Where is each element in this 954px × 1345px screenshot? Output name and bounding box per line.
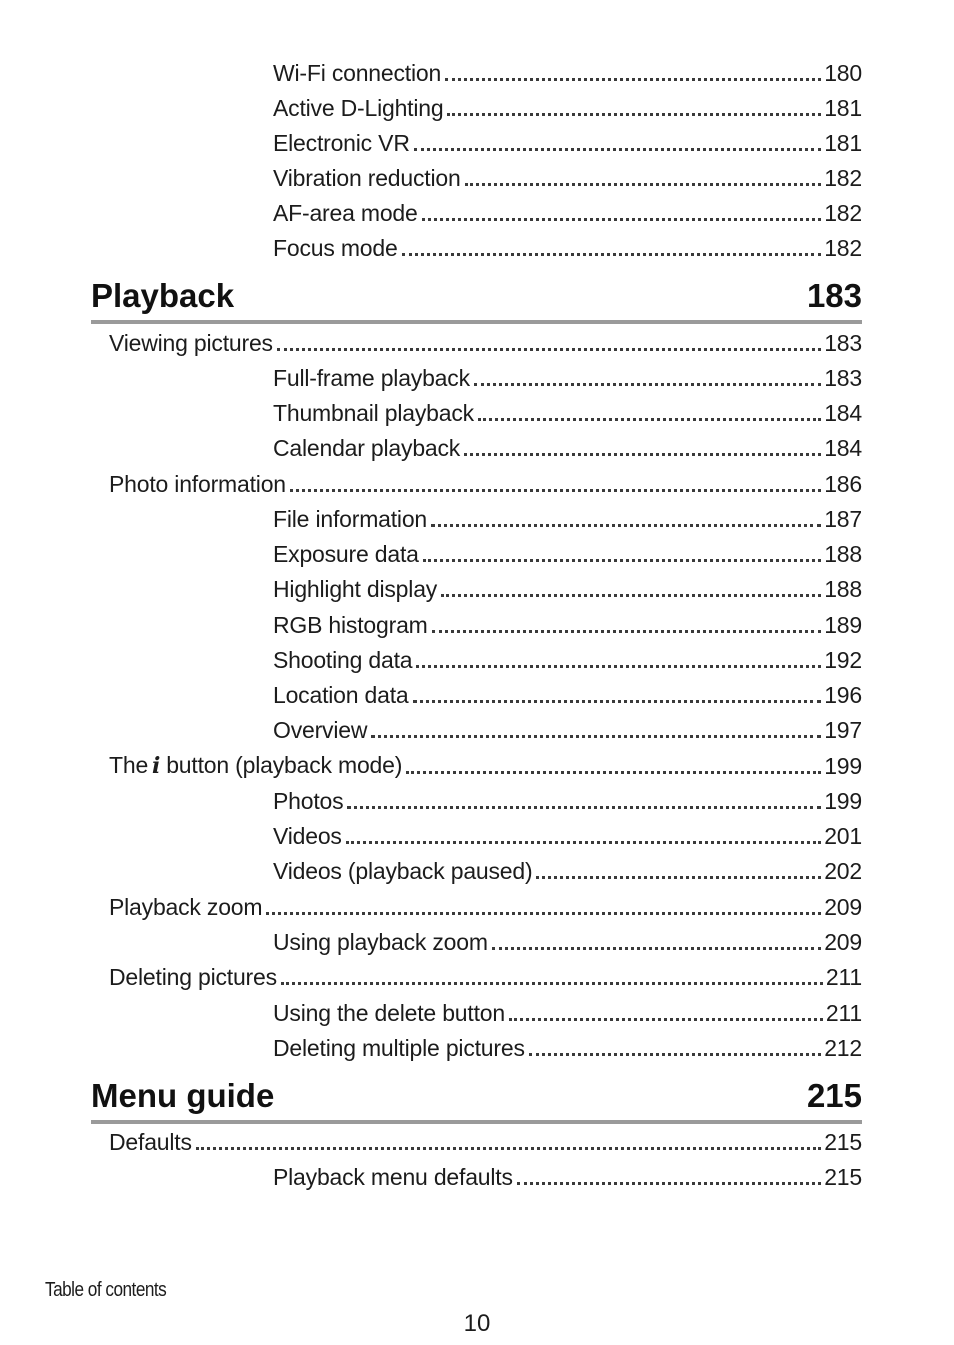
section-title: Playback	[91, 277, 235, 314]
i-button-icon: i	[152, 753, 161, 779]
dot-leader	[423, 559, 821, 562]
section-title: Menu guide	[91, 1077, 275, 1114]
toc-entry[interactable]: Playback menu defaults 215	[273, 1164, 862, 1190]
dot-leader	[371, 735, 821, 738]
toc-entry[interactable]: Wi-Fi connection 180	[273, 60, 862, 86]
toc-entry[interactable]: Defaults 215	[109, 1129, 862, 1155]
toc-entry[interactable]: Focus mode 182	[273, 235, 862, 261]
dot-leader	[266, 912, 821, 915]
toc-entry[interactable]: Thumbnail playback 184	[273, 400, 862, 426]
dot-leader	[474, 383, 821, 386]
toc-entry[interactable]: Location data 196	[273, 682, 862, 708]
toc-entry[interactable]: Videos (playback paused) 202	[273, 858, 862, 884]
dot-leader	[509, 1018, 823, 1021]
footer-section-label: Table of contents	[45, 1279, 167, 1301]
section-page: 215	[806, 1077, 862, 1114]
dot-leader	[431, 524, 821, 527]
section-page: 183	[806, 277, 862, 314]
toc-entry[interactable]: Calendar playback 184	[273, 435, 862, 461]
toc-entry[interactable]: Viewing pictures 183	[109, 330, 862, 356]
dot-leader	[422, 218, 822, 221]
dot-leader	[290, 489, 821, 492]
toc-entry[interactable]: File information 187	[273, 506, 862, 532]
page-number: 10	[463, 1310, 491, 1337]
toc-entry[interactable]: Full-frame playback 183	[273, 365, 862, 391]
dot-leader	[413, 700, 822, 703]
toc-entry[interactable]: Videos 201	[273, 823, 862, 849]
dot-leader	[492, 947, 821, 950]
dot-leader	[347, 806, 821, 809]
toc-entry[interactable]: Photo information 186	[109, 471, 862, 497]
section-heading-playback[interactable]	[91, 272, 862, 316]
dot-leader	[432, 630, 822, 633]
dot-leader	[517, 1182, 821, 1185]
section-heading-menu-guide[interactable]	[91, 1072, 862, 1116]
toc-entry[interactable]: Exposure data 188	[273, 541, 862, 567]
dot-leader	[441, 594, 821, 597]
dot-leader	[196, 1147, 821, 1150]
toc-entry[interactable]: Deleting pictures 211	[109, 964, 862, 990]
dot-leader	[406, 771, 821, 774]
toc-entry[interactable]: Playback zoom 209	[109, 894, 862, 920]
dot-leader	[447, 113, 821, 116]
dot-leader	[414, 148, 821, 151]
toc-entry[interactable]: Highlight display 188	[273, 576, 862, 602]
toc-entry[interactable]: Active D-Lighting 181	[273, 95, 862, 121]
dot-leader	[416, 665, 821, 668]
dot-leader	[465, 183, 822, 186]
dot-leader	[536, 876, 821, 879]
toc-entry[interactable]: Overview 197	[273, 717, 862, 743]
dot-leader	[529, 1053, 821, 1056]
dot-leader	[464, 453, 821, 456]
toc-entry[interactable]: Electronic VR 181	[273, 130, 862, 156]
dot-leader	[445, 78, 821, 81]
dot-leader	[478, 418, 821, 421]
dot-leader	[402, 253, 822, 256]
dot-leader	[281, 982, 823, 985]
toc-entry[interactable]: RGB histogram 189	[273, 612, 862, 638]
dot-leader	[346, 841, 822, 844]
toc-entry[interactable]: Photos 199	[273, 788, 862, 814]
toc-entry[interactable]: Vibration reduction 182	[273, 165, 862, 191]
toc-entry[interactable]: Shooting data 192	[273, 647, 862, 673]
toc-entry[interactable]: The i button (playback mode) 199	[109, 752, 862, 779]
toc-entry[interactable]: Using the delete button 211	[273, 1000, 862, 1026]
toc-entry[interactable]: AF-area mode 182	[273, 200, 862, 226]
dot-leader	[277, 348, 821, 351]
toc-entry[interactable]: Using playback zoom 209	[273, 929, 862, 955]
toc-entry[interactable]: Deleting multiple pictures 212	[273, 1035, 862, 1061]
